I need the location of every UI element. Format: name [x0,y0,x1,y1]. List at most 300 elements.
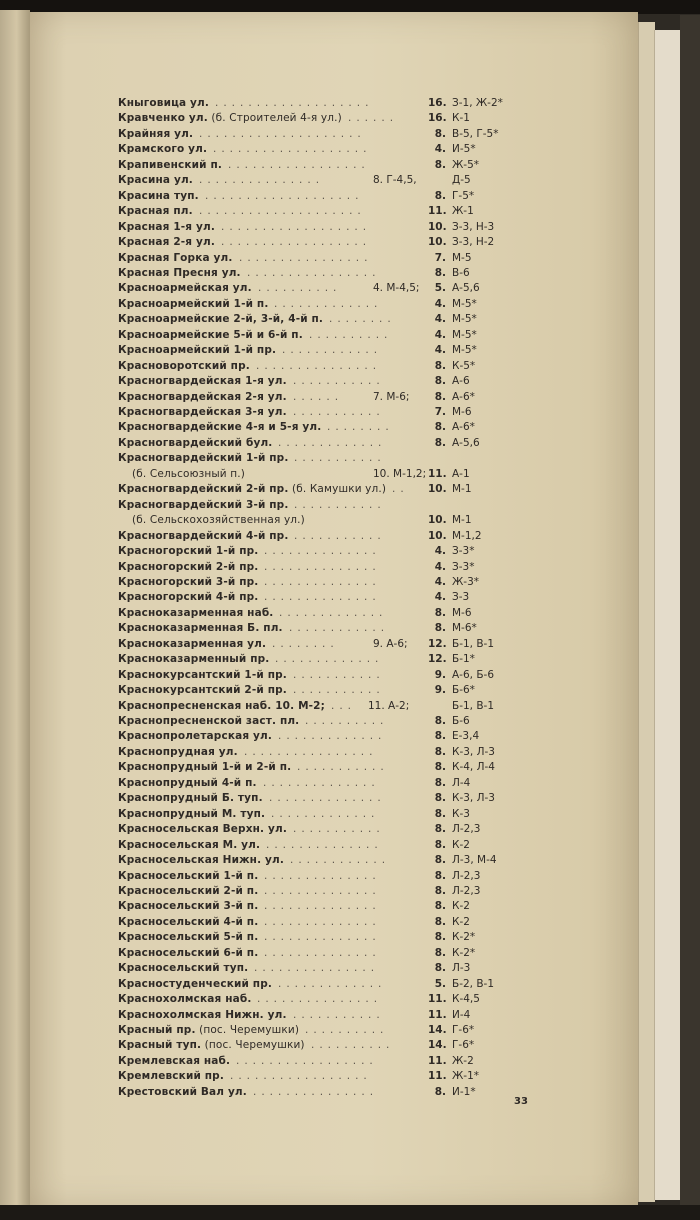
grid-square: К-4, Л-4 [452,761,495,774]
index-row [118,188,528,204]
street-name: Краснокурсантский 2-й пр. [118,684,287,697]
leader-dots: ........... [293,406,385,418]
index-row [118,497,528,513]
street-name: Краснопрудный 4-й п. [118,776,257,789]
leader-dots: ............ [289,622,390,635]
index-row [118,419,528,435]
map-sheet-number: 8. [434,884,446,897]
index-row [118,1053,528,1069]
index-row [118,636,528,652]
map-sheet-number: 9. [434,668,446,681]
map-reference [428,667,528,683]
grid-square: М-6 [452,406,472,418]
grid-square: К-2* [452,931,476,944]
map-reference [428,914,528,930]
street-name: Красногвардейский 1-й пр. [118,452,289,465]
map-sheet-number: 8. [434,715,446,727]
map-reference [428,682,528,698]
index-row [118,559,528,575]
leader-dots: .............. [264,869,381,882]
grid-square: З-3, Н-2 [452,236,495,249]
map-sheet-number: 10. [428,483,447,496]
map-reference [428,620,528,636]
street-name: Красноармейские 2-й, 3-й, 4-й п. [118,313,324,326]
map-reference [428,1084,528,1100]
grid-square: Б-6* [452,684,475,697]
index-row [118,728,528,744]
leader-dots: ................ [244,745,378,758]
grid-square: Б-1, В-1 [452,637,495,650]
map-reference [428,250,528,266]
map-sheet-number: 4. [434,328,446,341]
grid-square: И-4 [452,1008,471,1021]
map-sheet-number: 8. [434,266,446,279]
map-reference [428,605,528,621]
grid-square: З-3* [452,545,475,558]
map-sheet-number: 4. [434,313,446,326]
street-name: Красногорский 2-й пр. [118,560,259,573]
index-row [118,265,528,281]
map-sheet-number: 8. [434,854,446,867]
map-reference-secondary: 8. Г-4,5, [373,174,417,187]
grid-square: М-1 [452,514,472,527]
map-sheet-number: 8. [434,421,446,434]
map-sheet-number: 10. [428,236,447,249]
map-reference [428,559,528,575]
page-number: 33 [514,1096,528,1107]
grid-square: Л-2,3 [452,884,481,897]
index-row [118,574,528,590]
grid-square: И-1* [452,1085,476,1098]
index-row [118,682,528,698]
grid-square: М-5* [452,297,477,310]
street-name: Краснопрудный М. туп. [118,807,266,820]
street-name: Красноармейский 1-й п. [118,297,269,310]
map-reference [428,651,528,667]
index-row [118,929,528,945]
map-sheet-number: 8. [434,915,446,928]
leader-dots: ........ [327,421,394,434]
leader-dots: ................... [215,97,374,109]
index-row [118,605,528,621]
leader-dots: ................. [228,158,370,171]
leader-dots: .................... [199,205,366,218]
map-reference [428,806,528,822]
street-name: Краснопрудная ул. [118,745,238,758]
leader-dots: ............. [278,730,387,743]
grid-square: З-3 [452,591,470,604]
leader-dots: ...... [348,112,399,125]
leader-dots: ............. [278,436,387,449]
map-reference [428,837,528,853]
map-reference [428,280,528,296]
index-row [118,172,528,188]
grid-square: Ж-5* [452,158,480,171]
page-edge [654,30,681,1200]
grid-square: Л-2,3 [452,823,481,836]
grid-square: Г-5* [452,189,475,202]
grid-square: Б-6 [452,715,470,727]
map-reference [428,110,528,126]
leader-dots: ................. [236,1054,378,1067]
leader-dots: ........... [297,761,389,774]
street-name: Краснопролетарская ул. [118,730,273,743]
street-name: Красносельский 5-й п. [118,931,259,944]
street-name: Красина туп. [118,189,199,202]
grid-square: Ж-2 [452,1054,474,1067]
map-reference-secondary: 10. М-1,2; [373,467,427,480]
leader-dots: .......... [258,282,342,295]
leader-dots: ........... [294,529,386,542]
leader-dots: .............. [263,776,380,789]
street-name: Краснопресненской заст. пл. [118,715,300,727]
map-sheet-number: 8. [434,189,446,202]
map-reference [428,404,528,420]
leader-dots: ........... [293,375,385,388]
leader-dots: ............. [278,977,387,990]
index-row [118,435,528,451]
map-reference [428,852,528,868]
map-reference [428,172,528,188]
map-sheet-number: 8. [434,869,446,882]
leader-dots: ... [331,699,357,712]
street-name: Красногорский 4-й пр. [118,591,259,604]
grid-square: Ж-1* [452,1070,480,1083]
map-reference [428,481,528,497]
map-reference [428,188,528,204]
grid-square: К-3, Л-3 [452,792,495,805]
leader-dots: ........... [293,1008,385,1021]
leader-dots: .............. [266,838,383,851]
index-row [118,373,528,389]
index-row [118,744,528,760]
leader-dots: .................. [221,236,372,249]
leader-dots: .............. [264,931,381,944]
street-name: Красногвардейский бул. [118,436,273,449]
map-sheet-number: 10. [428,529,447,542]
former-name: (б. Сельскохозяйственная ул.) [132,514,305,527]
map-reference [428,728,528,744]
map-sheet-number: 11. [428,205,447,218]
index-row [118,698,528,714]
index-row [118,898,528,914]
map-reference-secondary: 4. М-4,5; [373,282,420,295]
map-reference [428,868,528,884]
index-row [118,95,528,111]
grid-square: А-6* [452,390,475,403]
street-name [132,512,305,528]
street-name: Красноказарменный пр. [118,653,270,666]
map-reference [428,589,528,605]
street-name: Красногвардейская 1-я ул. [118,375,287,388]
map-sheet-number: 8. [434,962,446,975]
grid-square: А-5,6 [452,436,480,449]
map-sheet-number: 8. [434,730,446,743]
grid-square: К-2 [452,838,470,851]
grid-square: Л-4 [452,776,471,789]
leader-dots: ............... [253,1085,379,1098]
map-reference [428,126,528,142]
street-name: Красноармейская ул. [118,282,252,295]
grid-square: Б-1, В-1 [452,699,495,712]
map-reference [428,435,528,451]
map-sheet-number: 8. [434,946,446,959]
map-sheet-number: 8. [434,158,446,171]
map-reference-secondary: 9. А-6; [373,637,408,650]
map-sheet-number: 8. [434,606,446,619]
leader-dots: ............ [290,854,391,867]
map-reference [428,512,528,528]
street-name: Красногвардейский 4-й пр. [118,529,289,542]
map-reference [428,1007,528,1023]
index-row [118,976,528,992]
grid-square: А-1 [452,467,470,480]
leader-dots: ................ [247,266,381,279]
map-reference [428,960,528,976]
map-reference [428,466,528,482]
index-row [118,450,528,466]
map-reference [428,203,528,219]
map-reference [428,713,528,729]
grid-square: Л-2,3 [452,869,481,882]
map-sheet-number: 11. [428,1054,447,1067]
leader-dots: .............. [269,792,386,805]
map-reference [428,898,528,914]
map-sheet-number: 7. [434,406,446,418]
leader-dots: ........... [294,452,386,465]
leader-dots: ............ [282,344,383,357]
index-row [118,110,528,126]
grid-square: М-5* [452,328,477,341]
leader-dots: ........ [329,313,396,326]
index-row [118,775,528,791]
grid-square: М-1,2 [452,529,482,542]
grid-square: К-2 [452,900,470,913]
street-name: Красина ул. [118,174,193,187]
former-name: (б. Строителей 4-я ул.) [207,112,342,125]
index-row [118,466,528,482]
index-row [118,667,528,683]
street-name: Красностуденческий пр. [118,977,272,990]
grid-square: Е-3,4 [452,730,480,743]
map-reference [428,543,528,559]
leader-dots: ............. [275,653,384,666]
former-name: (б. Сельсоюзный п.) [132,467,246,480]
street-name: Красноармейские 5-й и 6-й п. [118,328,303,341]
leader-dots: .............. [264,575,381,588]
map-sheet-number: 8. [434,622,446,635]
map-sheet-number: 4. [434,143,446,156]
index-row [118,945,528,961]
leader-dots: ...... [293,390,344,403]
map-reference [428,234,528,250]
street-name: Краснохолмская Нижн. ул. [118,1008,287,1021]
street-name: Кремлевский пр. [118,1070,224,1083]
street-name: Красноказарменная ул. [118,637,267,650]
index-row [118,868,528,884]
street-name: Красногвардейские 4-я и 5-я ул. [118,421,322,434]
map-sheet-number: 8. [434,776,446,789]
map-sheet-number: 8. [434,436,446,449]
index-row [118,219,528,235]
grid-square: И-5* [452,143,476,156]
map-reference [428,976,528,992]
map-reference [428,327,528,343]
street-name: Красносельская М. ул. [118,838,261,851]
street-name: Красногвардейский 2-й пр. (б. Камушки ул.) [118,483,387,496]
leader-dots: ............... [254,962,380,975]
leader-dots: ............... [256,359,382,372]
index-row [118,991,528,1007]
grid-square: А-6 [452,375,470,388]
street-name: Красная 1-я ул. [118,220,215,233]
index-row [118,234,528,250]
map-reference [428,373,528,389]
leader-dots: ........... [294,498,386,511]
leader-dots: .............. [264,915,381,928]
leader-dots: ........... [293,684,385,697]
index-row [118,914,528,930]
map-sheet-number: 11. [428,1070,447,1083]
map-sheet-number: 4. [434,591,446,604]
index-row [118,157,528,173]
index-row [118,821,528,837]
street-name: Кремлевская наб. [118,1054,231,1067]
leader-dots: .................. [221,220,372,233]
street-name: Красносельский 6-й п. [118,946,259,959]
map-sheet-number: 14. [428,1024,447,1036]
map-reference [428,991,528,1007]
street-name: Краснохолмская наб. [118,993,252,1006]
leader-dots: ............. [271,807,380,820]
map-sheet-number: 4. [434,344,446,357]
index-row [118,852,528,868]
index-row [118,342,528,358]
grid-square: Г-6* [452,1024,475,1036]
grid-square: А-6* [452,421,475,434]
index-row [118,1007,528,1023]
map-reference [428,389,528,405]
map-sheet-number: 8. [434,792,446,805]
index-row [118,883,528,899]
map-reference [428,265,528,281]
map-reference [428,636,528,652]
map-reference [428,419,528,435]
leader-dots: ................... [213,143,372,156]
map-sheet-number: 16. [428,112,447,125]
leader-dots: .............. [264,900,381,913]
index-row [118,837,528,853]
map-sheet-number: 8. [434,390,446,403]
leader-dots: .............. [264,884,381,897]
index-row [118,358,528,374]
leader-dots: ........ [272,637,339,650]
street-name: Кравченко ул. (б. Строителей 4-я ул.) [118,112,342,125]
street-name: Красносельский 2-й п. [118,884,259,897]
grid-square: З-1, Ж-2* [452,97,503,109]
map-sheet-number: 7. [434,251,446,264]
leader-dots: .......... [311,1039,395,1052]
grid-square: Ж-1 [452,205,474,218]
grid-square: Ж-3* [452,575,480,588]
street-name: Красногвардейская 2-я ул. [118,390,287,403]
map-sheet-number: 8. [434,931,446,944]
index-row [118,1068,528,1084]
map-sheet-number: 4. [434,560,446,573]
grid-square: А-6, Б-6 [452,668,494,681]
map-sheet-number: 9. [434,684,446,697]
index-row [118,589,528,605]
leader-dots: .............. [264,591,381,604]
map-reference [428,744,528,760]
street-name: Красная 2-я ул. [118,236,215,249]
index-row [118,806,528,822]
street-name: Красноказарменная Б. пл. [118,622,283,635]
leader-dots: ........... [293,668,385,681]
grid-square: К-3 [452,807,470,820]
index-row [118,960,528,976]
map-sheet-number: 4. [434,545,446,558]
leader-dots: .................... [199,127,366,140]
grid-square: К-5* [452,359,476,372]
map-sheet-number: 8. [434,900,446,913]
map-reference [428,157,528,173]
index-row [118,528,528,544]
grid-square: К-4,5 [452,993,480,1006]
map-sheet-number: 8. [434,375,446,388]
map-reference [428,450,528,466]
map-reference-secondary: 7. М-6; [373,390,410,403]
street-name: Красносельский 3-й п. [118,900,259,913]
leader-dots: ........... [293,823,385,836]
grid-square: М-5* [452,313,477,326]
street-name: Кныговица ул. [118,97,210,109]
index-row [118,1084,528,1100]
leader-dots: .. [392,483,409,496]
index-row [118,713,528,729]
map-reference [428,790,528,806]
street-name: Красная Горка ул. [118,251,233,264]
map-reference [428,821,528,837]
map-sheet-number: 14. [428,1039,447,1052]
map-reference [428,883,528,899]
street-name [132,466,245,482]
leader-dots: ............... [257,993,383,1006]
leader-dots: ................... [205,189,364,202]
former-name: (б. Камушки ул.) [288,483,387,496]
leader-dots: .............. [264,946,381,959]
grid-square: Л-3, М-4 [452,854,497,867]
map-sheet-number: 12. [428,637,447,650]
map-reference [428,1068,528,1084]
index-row [118,790,528,806]
map-reference [428,759,528,775]
street-name: Красный туп. (пос. Черемушки) [118,1039,305,1052]
street-name: Красная пл. [118,205,193,218]
index-row [118,620,528,636]
map-sheet-number: 4. [434,297,446,310]
grid-square: Б-1* [452,653,475,666]
grid-square: З-3, Н-3 [452,220,495,233]
leader-dots: .............. [264,545,381,558]
leader-dots: ............... [199,174,325,187]
leader-dots: .............. [264,560,381,573]
page-edge [638,22,655,1202]
grid-square: Л-3 [452,962,471,975]
street-name: Красный пр. (пос. Черемушки) [118,1024,300,1036]
bottom-shadow [0,1205,700,1220]
binding-edge [680,15,700,1210]
